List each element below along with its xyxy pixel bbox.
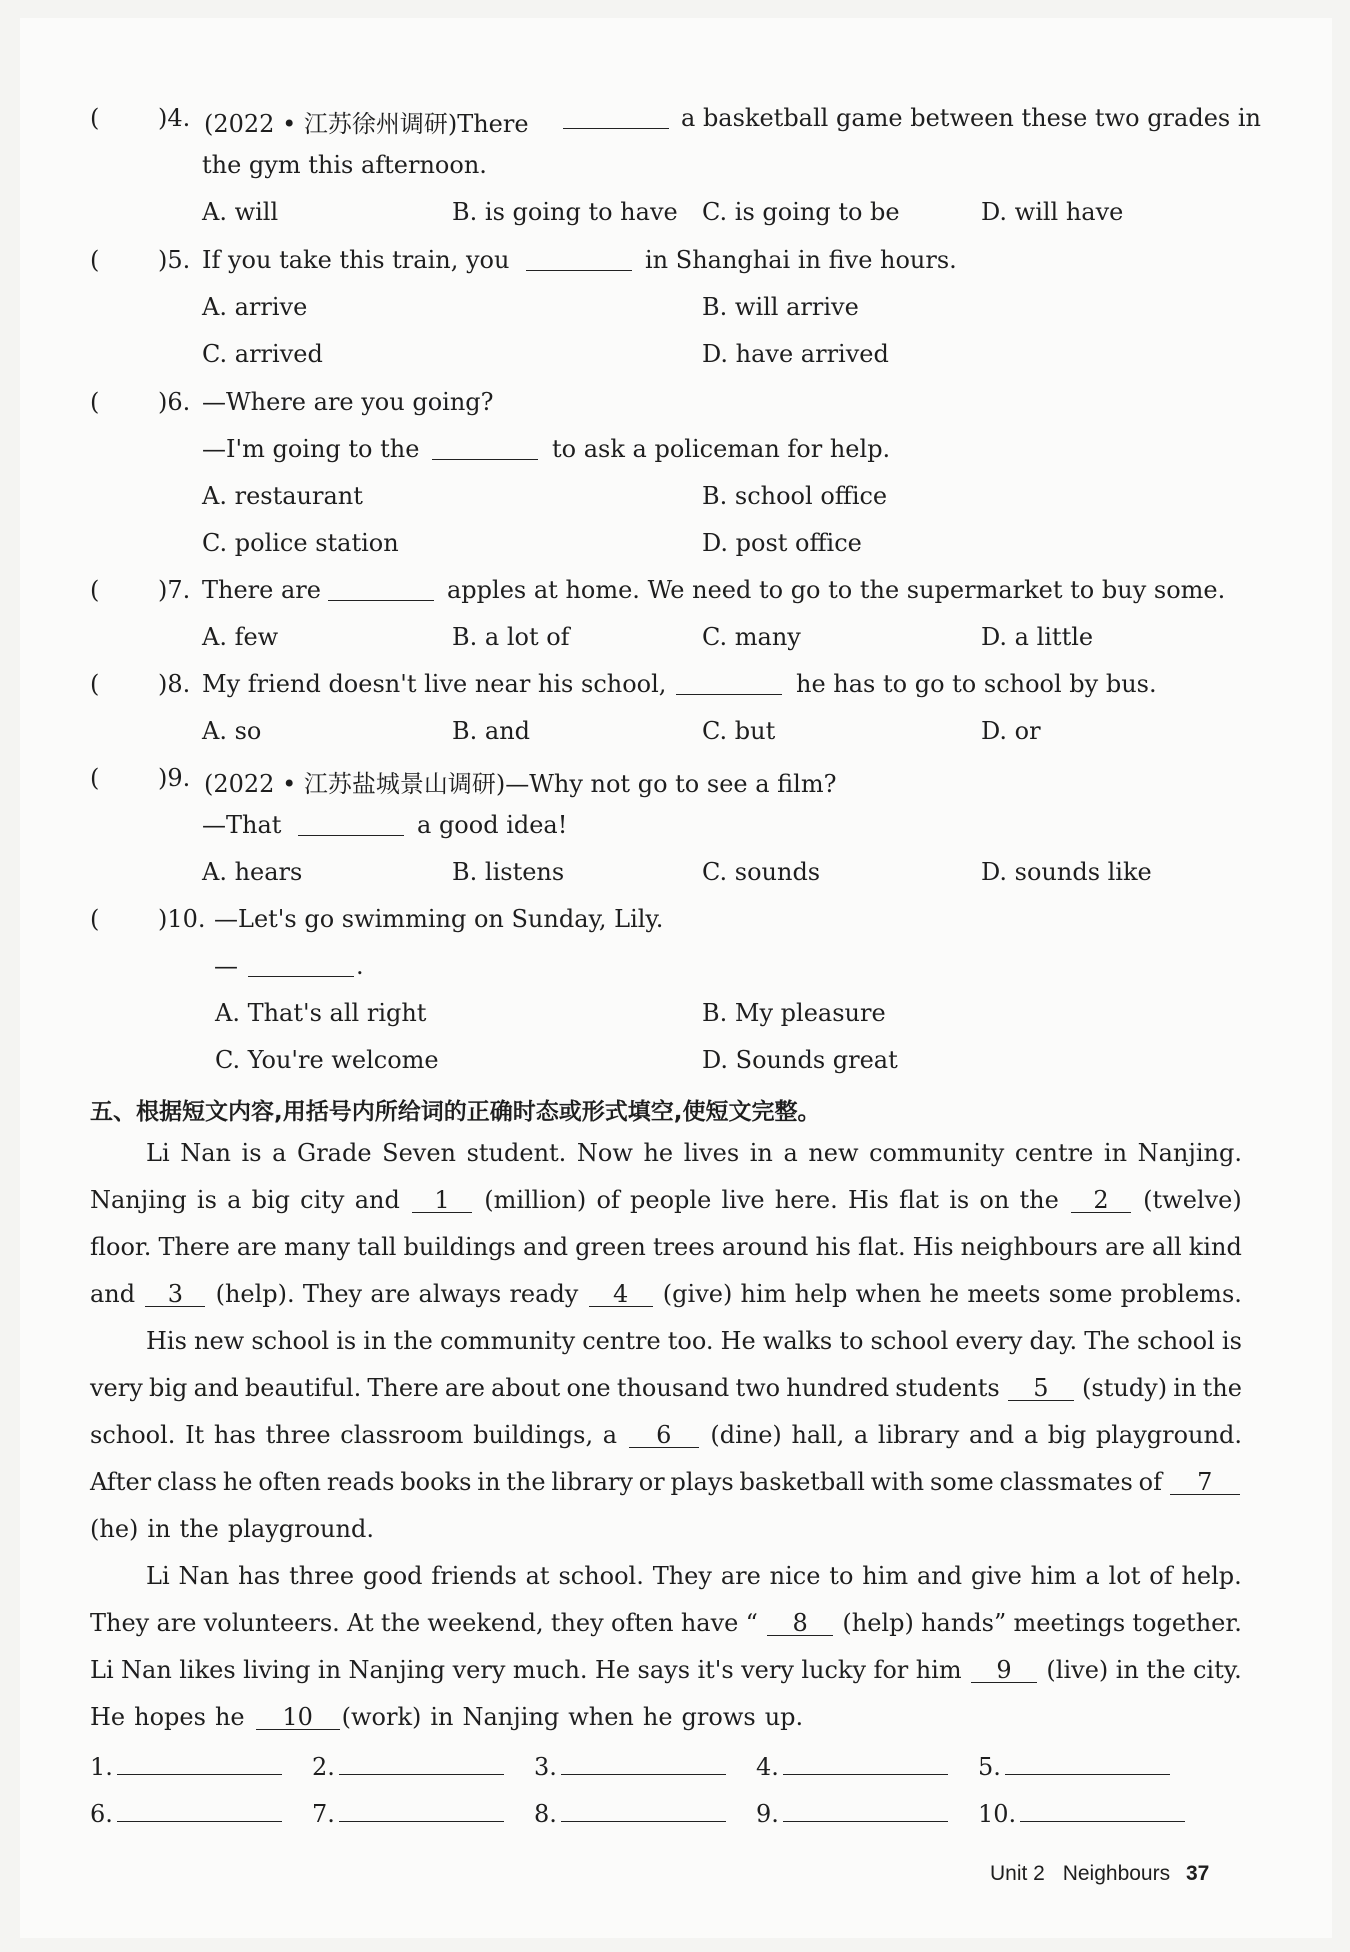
passage-word: are [236, 1233, 277, 1261]
passage-word: and [522, 1233, 569, 1261]
option-d[interactable]: D. or [981, 717, 1041, 745]
answer-field-8[interactable] [534, 1797, 726, 1828]
passage-word: playground. [227, 1515, 374, 1543]
option-c[interactable]: C. sounds [702, 858, 821, 886]
passage-word: day. [1029, 1327, 1078, 1355]
passage-word: him [1030, 1562, 1077, 1590]
passage-blank-6[interactable]: 6 [629, 1421, 699, 1448]
passage-word: around [721, 1233, 809, 1261]
passage-word: (give) [662, 1280, 733, 1308]
option-a[interactable]: A. hears [202, 858, 303, 886]
passage-word: are [156, 1609, 197, 1637]
passage-word: of [1149, 1562, 1173, 1590]
passage-word: school [1137, 1327, 1215, 1355]
passage-word: (he) [90, 1515, 139, 1543]
passage-word: a [1023, 1421, 1039, 1449]
passage-word: playground. [1095, 1421, 1242, 1449]
passage-word: and [917, 1562, 963, 1590]
passage-word: is [241, 1139, 262, 1167]
passage-blank-9[interactable]: 9 [971, 1656, 1037, 1683]
passage-word: walks [762, 1327, 833, 1355]
passage-word: the [1202, 1374, 1242, 1402]
passage-word: in [317, 1656, 342, 1684]
passage-word: nice [769, 1562, 821, 1590]
answer-blank[interactable] [432, 437, 538, 460]
passage-word: Nanjing [462, 1703, 560, 1731]
option-d[interactable]: D. post office [702, 529, 862, 557]
passage-word: him [915, 1656, 962, 1684]
passage-blank-8[interactable]: 8 [767, 1609, 833, 1636]
passage-word: has [238, 1562, 281, 1590]
passage-word: in [147, 1515, 171, 1543]
passage-word: are [370, 1280, 411, 1308]
passage-word: buildings, [473, 1421, 594, 1449]
passage-word: a [1085, 1562, 1100, 1590]
passage-word: new [194, 1327, 245, 1355]
passage-line [90, 1233, 1242, 1261]
passage-word: in [477, 1468, 501, 1496]
passage-blank-5[interactable]: 5 [1008, 1374, 1074, 1401]
option-c[interactable]: C. police station [202, 529, 399, 557]
passage-word: the [380, 1609, 421, 1637]
passage-word: very [90, 1374, 143, 1402]
passage-word: library [551, 1468, 633, 1496]
passage-word: (work) [341, 1703, 422, 1731]
option-d[interactable]: D. sounds like [981, 858, 1152, 886]
passage-word: help. [1181, 1562, 1242, 1590]
passage-word: to [829, 1562, 854, 1590]
passage-word: a [783, 1139, 798, 1167]
passage-word: Li [146, 1139, 170, 1167]
passage-word: help [794, 1280, 848, 1308]
passage-word: lot [1108, 1562, 1141, 1590]
answer-blank[interactable] [563, 106, 669, 129]
option-d[interactable]: D. have arrived [702, 340, 889, 368]
answer-number: 10. [978, 1800, 1017, 1828]
passage-word: centre [1014, 1139, 1094, 1167]
passage-blank-4[interactable]: 4 [589, 1280, 653, 1307]
passage-line [146, 1139, 1242, 1167]
passage-word: good [362, 1562, 423, 1590]
passage-word: are [1104, 1233, 1145, 1261]
passage-word: his [815, 1233, 851, 1261]
passage-word: books [400, 1468, 472, 1496]
passage-word: are [444, 1374, 485, 1402]
answer-underline[interactable] [1020, 1797, 1185, 1822]
option-a[interactable]: A. arrive [202, 293, 308, 321]
passage-line [90, 1656, 1242, 1684]
passage-word: the [393, 1327, 433, 1355]
passage-word: and [193, 1374, 239, 1402]
option-c[interactable]: C. is going to be [702, 198, 900, 226]
passage-word: school. [90, 1421, 176, 1449]
passage-word: They [302, 1280, 363, 1308]
answer-number: 8. [534, 1800, 557, 1828]
passage-word: school [870, 1327, 949, 1355]
passage-word: (dine) [710, 1421, 782, 1449]
passage-word: big [148, 1374, 188, 1402]
passage-word: three [289, 1562, 355, 1590]
passage-word: meetings [1013, 1609, 1126, 1637]
passage-word: His [146, 1327, 187, 1355]
passage-word: There [367, 1374, 439, 1402]
passage-word: school. [558, 1562, 644, 1590]
answer-underline[interactable] [117, 1750, 282, 1775]
passage-word: two [735, 1374, 781, 1402]
passage-word: At [347, 1609, 374, 1637]
unit-label: Unit 2 [990, 1862, 1045, 1885]
passage-word: in [1173, 1374, 1197, 1402]
passage-word: they [550, 1609, 604, 1637]
passage-word: all [1152, 1233, 1182, 1261]
passage-word: or [638, 1468, 665, 1496]
answer-field-3[interactable] [534, 1750, 726, 1781]
answer-underline[interactable] [339, 1750, 504, 1775]
passage-word: beautiful. [244, 1374, 362, 1402]
passage-word: They [90, 1609, 150, 1637]
passage-word: neighbours [960, 1233, 1098, 1261]
passage-word: Li [90, 1656, 114, 1684]
passage-word: meets [967, 1280, 1041, 1308]
passage-word: in [749, 1139, 773, 1167]
passage-word: a [227, 1186, 242, 1214]
answer-number: 4. [756, 1753, 779, 1781]
passage-word: city [300, 1186, 345, 1214]
passage-word: are [720, 1562, 761, 1590]
passage-word: Nanjing. [1137, 1139, 1242, 1167]
passage-blank-2[interactable]: 2 [1071, 1186, 1131, 1213]
passage-word: often [610, 1609, 674, 1637]
passage-word: at [525, 1562, 550, 1590]
passage-word: Nan [178, 1562, 230, 1590]
option-b[interactable]: B. will arrive [702, 293, 859, 321]
passage-word: (study) [1082, 1374, 1168, 1402]
passage-word: (million) [484, 1186, 587, 1214]
passage-word: is [336, 1327, 357, 1355]
answer-underline[interactable] [783, 1797, 948, 1822]
answer-number: 5. [978, 1753, 1001, 1781]
passage-word: Nanjing [90, 1186, 187, 1214]
answer-blank[interactable] [526, 248, 632, 271]
passage-word: hall, [791, 1421, 845, 1449]
passage-line [90, 1186, 1242, 1214]
option-a[interactable]: A. That's all right [215, 999, 427, 1027]
answer-field-5[interactable] [978, 1750, 1170, 1781]
passage-word: with [870, 1468, 925, 1496]
passage-word: big [1047, 1421, 1087, 1449]
passage-word: a [272, 1139, 287, 1167]
passage-word: hopes [134, 1703, 206, 1731]
answer-blank[interactable] [298, 813, 404, 836]
passage-word: (help). [215, 1280, 295, 1308]
passage-word: (help) [842, 1609, 914, 1637]
passage-word: and [90, 1280, 136, 1308]
passage-word: Nanjing [348, 1656, 446, 1684]
option-d[interactable]: D. Sounds great [702, 1046, 898, 1074]
section-title: 五、根据短文内容,用括号内所给词的正确时态或形式填空,使短文完整。 [90, 1099, 821, 1125]
passage-word: in [1103, 1139, 1128, 1167]
answer-underline[interactable] [1005, 1750, 1170, 1775]
answer-blank[interactable] [328, 578, 434, 601]
option-d[interactable]: D. a little [981, 623, 1094, 651]
passage-word: They [652, 1562, 712, 1590]
passage-word: “ [745, 1609, 758, 1637]
passage-word: he [214, 1703, 245, 1731]
option-c[interactable]: C. many [702, 623, 801, 651]
passage-word: often [258, 1468, 321, 1496]
passage-word: library [877, 1421, 960, 1449]
answer-field-1[interactable] [90, 1750, 282, 1781]
passage-word: flat. [857, 1233, 906, 1261]
passage-line [90, 1515, 1242, 1543]
passage-word: in [430, 1703, 454, 1731]
passage-word: for [873, 1656, 909, 1684]
passage-word: He [90, 1703, 126, 1731]
passage-word: grows [681, 1703, 756, 1731]
passage-word: has [213, 1421, 256, 1449]
passage-word: basketball [739, 1468, 865, 1496]
passage-word: he [642, 1703, 673, 1731]
option-a[interactable]: A. restaurant [202, 482, 363, 510]
option-b[interactable]: B. a lot of [452, 623, 570, 651]
passage-word: of [596, 1186, 620, 1214]
passage-word: is [196, 1186, 217, 1214]
option-b[interactable]: B. listens [452, 858, 565, 886]
passage-word: school [251, 1327, 330, 1355]
answer-underline[interactable] [339, 1797, 504, 1822]
answer-number: 6. [90, 1800, 113, 1828]
question-stem: (2022 • 江苏徐州调研)There [204, 110, 529, 138]
passage-word: here. [774, 1186, 838, 1214]
answer-underline[interactable] [783, 1750, 948, 1775]
passage-word: new [808, 1139, 859, 1167]
passage-word: floor. [90, 1233, 152, 1261]
passage-word: Now [576, 1139, 633, 1167]
passage-word: a [853, 1421, 869, 1449]
passage-word: friends [431, 1562, 517, 1590]
passage-word: students [895, 1374, 1000, 1402]
passage-word: living [243, 1656, 311, 1684]
passage-word: hands” [921, 1609, 1007, 1637]
answer-number: 2. [312, 1753, 335, 1781]
passage-word: and [354, 1186, 400, 1214]
passage-word: and [969, 1421, 1015, 1449]
passage-word: classroom [340, 1421, 464, 1449]
passage-blank-10[interactable]: 10 [256, 1703, 340, 1730]
passage-word: community [869, 1139, 1005, 1167]
passage-word: in [1115, 1656, 1139, 1684]
passage-word: he [222, 1468, 253, 1496]
passage-word: student. [466, 1139, 567, 1167]
passage-line [146, 1327, 1242, 1355]
passage-word: Seven [382, 1139, 456, 1167]
passage-word: centre [582, 1327, 661, 1355]
answer-blank[interactable] [676, 672, 782, 695]
passage-line [90, 1280, 1242, 1308]
passage-word: the [1019, 1186, 1059, 1214]
passage-blank-7[interactable]: 7 [1170, 1468, 1240, 1495]
passage-word: There [158, 1233, 230, 1261]
passage-word: the [179, 1515, 219, 1543]
passage-word: community [439, 1327, 576, 1355]
passage-word: thousand [616, 1374, 730, 1402]
answer-underline[interactable] [117, 1797, 282, 1822]
answer-underline[interactable] [561, 1797, 726, 1822]
page-number: 37 [1185, 1862, 1210, 1885]
passage-word: give [971, 1562, 1022, 1590]
passage-word: is [1221, 1327, 1242, 1355]
passage-line [90, 1609, 1242, 1637]
passage-word: together. [1132, 1609, 1242, 1637]
answer-underline[interactable] [561, 1750, 726, 1775]
passage-word: He [720, 1327, 756, 1355]
passage-word: problems. [1120, 1280, 1242, 1308]
answer-number: 7. [312, 1800, 335, 1828]
passage-word: many [283, 1233, 351, 1261]
passage-word: Li [146, 1562, 170, 1590]
answer-number: 3. [534, 1753, 557, 1781]
passage-word: the [506, 1468, 546, 1496]
passage-line [90, 1703, 1242, 1731]
answer-field-10[interactable] [978, 1797, 1185, 1828]
option-c[interactable]: C. You're welcome [215, 1046, 439, 1074]
passage-word: likes [179, 1656, 236, 1684]
passage-line [90, 1468, 1242, 1496]
passage-line [90, 1374, 1242, 1402]
passage-word: the [1146, 1656, 1186, 1684]
passage-word: live [721, 1186, 765, 1214]
passage-word: (live) [1046, 1656, 1109, 1684]
passage-word: it's [697, 1656, 734, 1684]
passage-word: ready [509, 1280, 579, 1308]
option-a[interactable]: A. will [202, 198, 279, 226]
passage-word: After [90, 1468, 152, 1496]
passage-word: very [452, 1656, 506, 1684]
passage-word: buildings [403, 1233, 516, 1261]
passage-word: His [912, 1233, 954, 1261]
passage-word: plays [670, 1468, 734, 1496]
passage-word: (twelve) [1143, 1186, 1242, 1214]
passage-word: He [594, 1656, 631, 1684]
passage-word: green [575, 1233, 646, 1261]
passage-word: him [862, 1562, 909, 1590]
page-footer [990, 1862, 1209, 1886]
passage-line [90, 1421, 1242, 1449]
passage-word: up. [764, 1703, 804, 1731]
passage-word: very [741, 1656, 794, 1684]
passage-word: kind [1188, 1233, 1242, 1261]
passage-word: have [680, 1609, 739, 1637]
answer-field-4[interactable] [756, 1750, 948, 1781]
passage-word: every [955, 1327, 1023, 1355]
passage-word: of [1138, 1468, 1162, 1496]
passage-word: big [251, 1186, 290, 1214]
option-a[interactable]: A. so [202, 717, 262, 745]
passage-word: too. [667, 1327, 714, 1355]
answer-field-7[interactable] [312, 1797, 504, 1828]
passage-word: lives [683, 1139, 740, 1167]
option-b[interactable]: B. school office [702, 482, 888, 510]
passage-word: city. [1192, 1656, 1242, 1684]
option-a[interactable]: A. few [202, 623, 279, 651]
passage-word: some [929, 1468, 994, 1496]
passage-word: His [847, 1186, 889, 1214]
passage-word: to [839, 1327, 864, 1355]
passage-word: when [568, 1703, 634, 1731]
passage-word: he [929, 1280, 960, 1308]
passage-word: when [855, 1280, 922, 1308]
option-b[interactable]: B. is going to have [452, 198, 678, 226]
passage-word: he [643, 1139, 674, 1167]
passage-word: flat [899, 1186, 940, 1214]
passage-blank-1[interactable]: 1 [412, 1186, 472, 1213]
passage-word: lucky [801, 1656, 867, 1684]
passage-word: some [1048, 1280, 1113, 1308]
answer-field-9[interactable] [756, 1797, 948, 1828]
unit-title: Neighbours [1062, 1862, 1171, 1885]
passage-word: classmates [999, 1468, 1133, 1496]
passage-word: a [602, 1421, 618, 1449]
passage-word: three [265, 1421, 331, 1449]
passage-word: trees [652, 1233, 715, 1261]
passage-word: Grade [297, 1139, 372, 1167]
passage-word: It [185, 1421, 205, 1449]
passage-line [146, 1562, 1242, 1590]
answer-number: 9. [756, 1800, 779, 1828]
passage-word: in [363, 1327, 387, 1355]
passage-blank-3[interactable]: 3 [145, 1280, 205, 1307]
passage-word: about [491, 1374, 561, 1402]
passage-word: on [979, 1186, 1010, 1214]
question-number: )4. [158, 104, 191, 132]
passage-word: Nan [121, 1656, 172, 1684]
passage-word: weekend, [427, 1609, 544, 1637]
passage-word: class [156, 1468, 218, 1496]
answer-number: 1. [90, 1753, 113, 1781]
answer-blank[interactable] [248, 954, 354, 977]
passage-word: much. [512, 1656, 588, 1684]
option-c[interactable]: C. arrived [202, 340, 323, 368]
passage-word: Nan [180, 1139, 231, 1167]
answer-field-2[interactable] [312, 1750, 504, 1781]
passage-word: is [949, 1186, 970, 1214]
option-d[interactable]: D. will have [981, 198, 1124, 226]
option-b[interactable]: B. My pleasure [702, 999, 886, 1027]
passage-word: one [566, 1374, 611, 1402]
passage-word: reads [326, 1468, 395, 1496]
passage-word: him [740, 1280, 787, 1308]
passage-word: hundred [786, 1374, 890, 1402]
passage-word: tall [357, 1233, 397, 1261]
passage-word: says [637, 1656, 691, 1684]
passage-word: The [1084, 1327, 1130, 1355]
passage-word: volunteers. [203, 1609, 340, 1637]
passage-word: always [418, 1280, 502, 1308]
passage-word: people [630, 1186, 712, 1214]
option-b[interactable]: B. and [452, 717, 531, 745]
answer-field-6[interactable] [90, 1797, 282, 1828]
option-c[interactable]: C. but [702, 717, 776, 745]
